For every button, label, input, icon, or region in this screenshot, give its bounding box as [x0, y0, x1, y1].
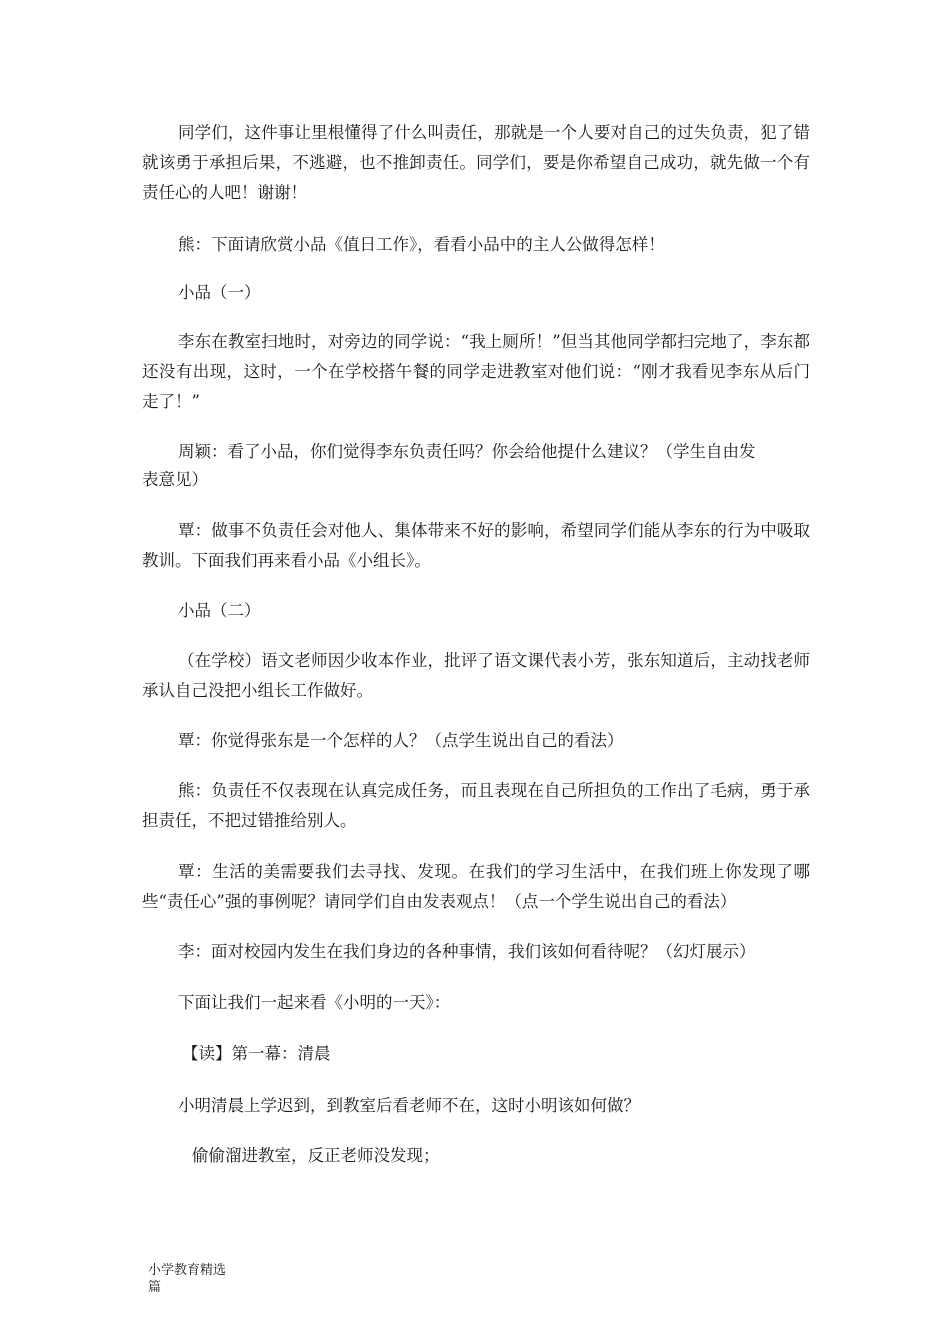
paragraph-xiong-intro: 熊：下面请欣赏小品《值日工作》，看看小品中的主人公做得怎样！	[178, 235, 665, 254]
footer-line1: 小学教育精选	[148, 1263, 227, 1278]
paragraph-skit-two: （在学校）语文老师因少收本作业，批评了语文课代表小芳，张东知道后，主动找老师承认自己没把小组长工作做好。	[142, 651, 810, 700]
paragraph-zhouying-line1: 周颖：看了小品，你们觉得李东负责任吗？你会给他提什么建议？（学生自由发	[178, 442, 756, 461]
act-one-heading: 【读】第一幕：清晨	[182, 1044, 331, 1063]
paragraph-xiaoming-late: 小明清晨上学迟到，到教室后看老师不在，这时小明该如何做？	[178, 1096, 640, 1115]
footer-line2: 篇	[148, 1280, 162, 1295]
paragraph-qin-question: 覃：你觉得张东是一个怎样的人？（点学生说出自己的看法）	[178, 731, 624, 750]
skit-two-heading: 小品（二）	[178, 601, 261, 620]
page-footer	[148, 1262, 226, 1296]
paragraph-qin-lesson: 覃：做事不负责任会对他人、集体带来不好的影响，希望同学们能从李东的行为中吸取教训。下面我们再来看小品《小组长》。	[142, 521, 810, 570]
paragraph-qin-discover: 覃：生活的美需要我们去寻找、发现。在我们的学习生活中，在我们班上你发现了哪些“责任心”强的事例呢？请同学们自由发表观点！（点一个学生说出自己的看法）	[142, 862, 810, 911]
option-sneak-in: 偷偷溜进教室，反正老师没发现；	[192, 1146, 440, 1165]
paragraph-skit-one: 李东在教室扫地时，对旁边的同学说：“我上厕所！”但当其他同学都扫完地了，李东都还没有出现，这时，一个在学校搭午餐的同学走进教室对他们说：“刚才我看见李东从后门走了！”	[142, 332, 810, 411]
paragraph-conclusion: 同学们，这件事让里根懂得了什么叫责任，那就是一个人要对自己的过失负责，犯了错就该勇于承担后果，不逃避，也不推卸责任。同学们，要是你希望自己成功，就先做一个有责任心的人吧！谢谢！	[142, 123, 810, 202]
paragraph-zhouying-line2: 表意见）	[142, 470, 208, 489]
paragraph-li-campus: 李：面对校园内发生在我们身边的各种事情，我们该如何看待呢？（幻灯展示）	[178, 942, 756, 961]
paragraph-xiong-responsibility: 熊：负责任不仅表现在认真完成任务，而且表现在自己所担负的工作出了毛病，勇于承担责任，不把过错推给别人。	[142, 781, 810, 830]
paragraph-xiaoming-intro: 下面让我们一起来看《小明的一天》：	[178, 993, 451, 1012]
skit-one-heading: 小品（一）	[178, 283, 261, 302]
